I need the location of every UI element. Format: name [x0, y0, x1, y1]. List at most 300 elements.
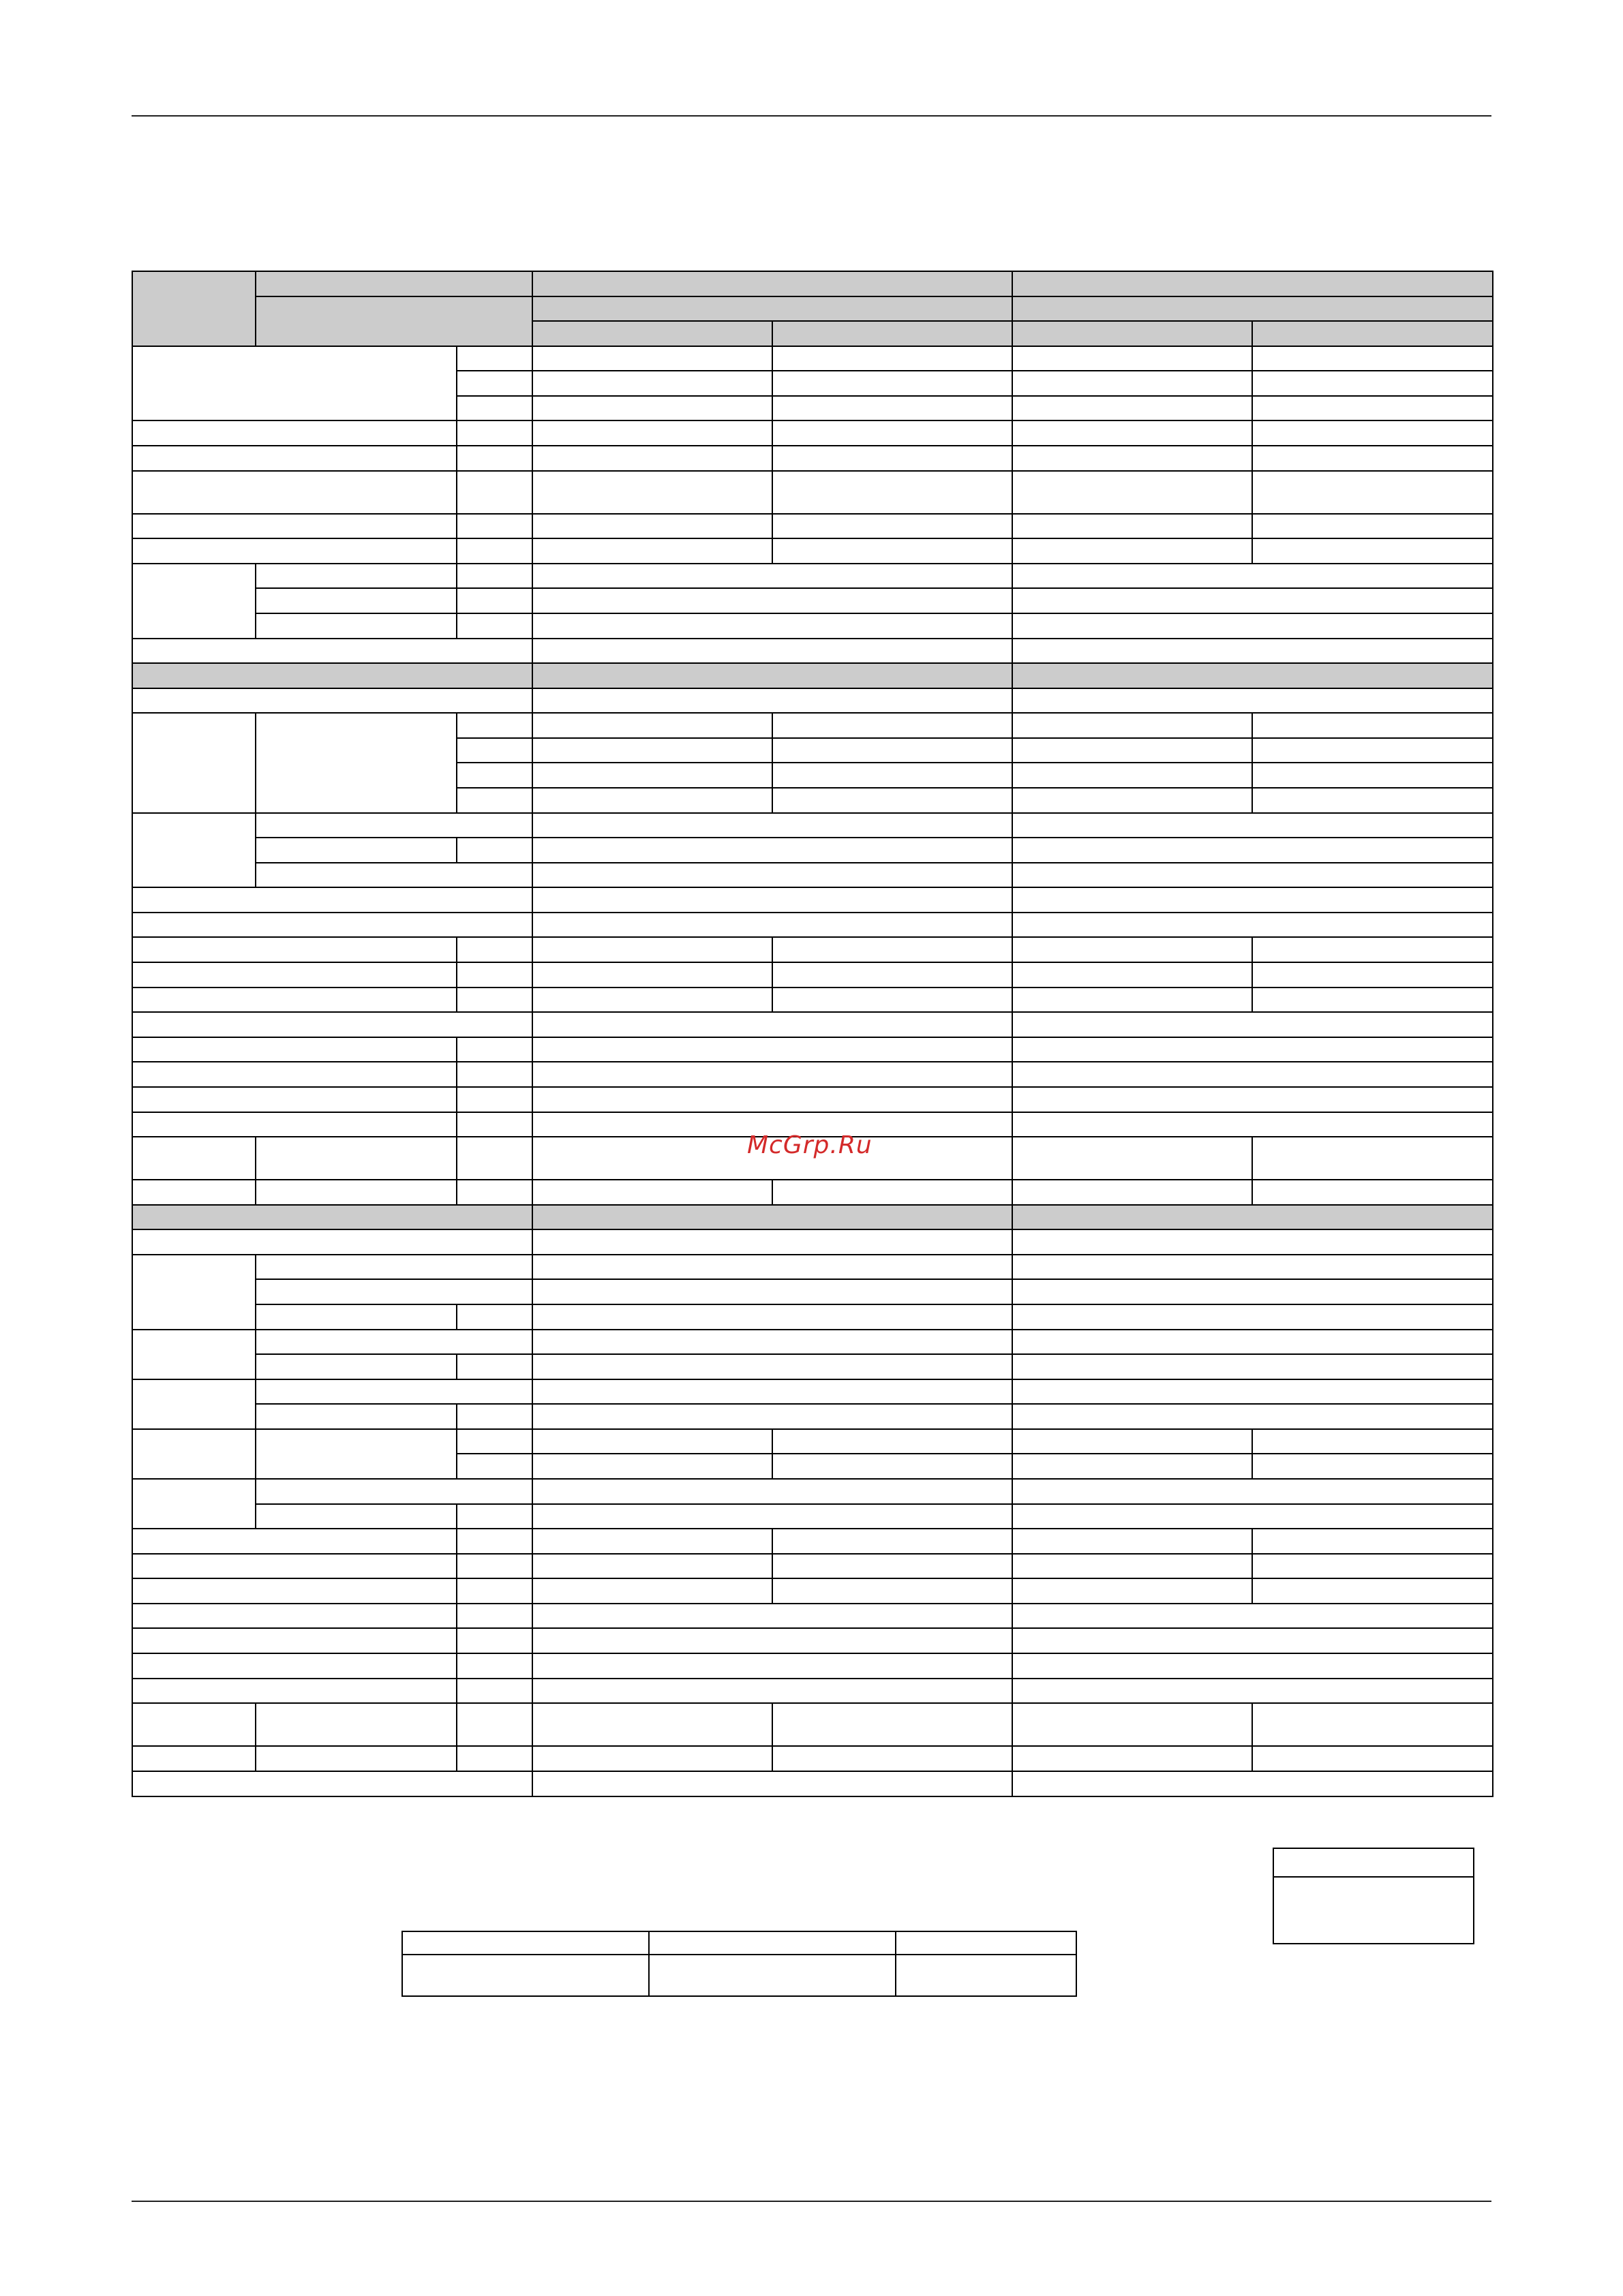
- table-cell: [649, 1955, 896, 1996]
- table-cell: [1012, 346, 1252, 371]
- table-cell: [402, 1955, 649, 1996]
- table-cell: [532, 1529, 772, 1554]
- table-cell: [132, 988, 457, 1013]
- table-cell: [132, 813, 256, 888]
- table-cell: [132, 913, 532, 938]
- table-cell: [1012, 788, 1252, 813]
- table-cell: [532, 1628, 1012, 1653]
- table-cell: [1012, 396, 1252, 421]
- table-row: [132, 1354, 1493, 1379]
- table-cell: [532, 738, 772, 763]
- table-cell: [772, 396, 1012, 421]
- table-cell: [1012, 1330, 1493, 1355]
- table-cell: [256, 863, 532, 888]
- table-cell: [457, 420, 532, 446]
- table-cell: [532, 1255, 1012, 1280]
- table-cell: [1012, 913, 1493, 938]
- table-cell: [457, 937, 532, 962]
- table-cell: [457, 1062, 532, 1087]
- table-cell: [1012, 271, 1493, 296]
- table-cell: [532, 863, 1012, 888]
- table-row: [132, 688, 1493, 714]
- table-cell: [1012, 688, 1493, 714]
- table-row: [132, 1330, 1493, 1355]
- table-cell: [896, 1931, 1076, 1955]
- section-header-cell: [532, 1205, 1012, 1230]
- table-row: [1273, 1877, 1474, 1944]
- table-row: [132, 1554, 1493, 1579]
- table-cell: [256, 1255, 532, 1280]
- table-cell: [132, 446, 457, 471]
- table-cell: [532, 471, 772, 514]
- section-header-cell: [132, 1205, 532, 1230]
- table-cell: [1012, 1454, 1252, 1479]
- table-cell: [132, 1012, 532, 1037]
- table-cell: [132, 271, 256, 346]
- section-header-cell: [1012, 663, 1493, 688]
- table-cell: [532, 1012, 1012, 1037]
- table-row: [132, 913, 1493, 938]
- header-rule: [132, 115, 1491, 117]
- table-cell: [457, 713, 532, 738]
- table-cell: [772, 1454, 1012, 1479]
- table-row: [132, 296, 1493, 322]
- table-row: [132, 446, 1493, 471]
- table-cell: [256, 713, 457, 812]
- table-cell: [457, 371, 532, 396]
- table-cell: [532, 1679, 1012, 1704]
- table-cell: [772, 962, 1012, 988]
- table-row: [132, 1429, 1493, 1454]
- table-cell: [1252, 1529, 1493, 1554]
- table-cell: [1012, 813, 1493, 838]
- table-cell: [1012, 538, 1252, 564]
- table-cell: [132, 688, 532, 714]
- table-cell: [256, 1330, 532, 1355]
- table-row: [132, 1304, 1493, 1330]
- table-cell: [532, 1771, 1012, 1796]
- table-cell: [132, 471, 457, 514]
- table-cell: [1012, 1479, 1493, 1504]
- table-cell: [457, 1304, 532, 1330]
- table-cell: [457, 446, 532, 471]
- table-cell: [772, 471, 1012, 514]
- table-cell: [1252, 346, 1493, 371]
- table-row: [132, 1279, 1493, 1304]
- table-cell: [772, 1429, 1012, 1454]
- table-cell: [896, 1955, 1076, 1996]
- table-cell: [1252, 420, 1493, 446]
- table-cell: [1012, 1304, 1493, 1330]
- table-cell: [532, 1229, 1012, 1255]
- table-cell: [132, 887, 532, 913]
- table-cell: [532, 1479, 1012, 1504]
- table-cell: [256, 1479, 532, 1504]
- table-cell: [457, 514, 532, 539]
- table-cell: [1252, 1703, 1493, 1746]
- table-cell: [1012, 962, 1252, 988]
- table-cell: [532, 538, 772, 564]
- table-cell: [132, 538, 457, 564]
- table-cell: [532, 1087, 1012, 1112]
- table-row: [132, 1012, 1493, 1037]
- table-cell: [457, 1404, 532, 1429]
- section-header-cell: [532, 663, 1012, 688]
- table-row: [132, 639, 1493, 664]
- table-cell: [772, 1746, 1012, 1771]
- table-cell: [1012, 514, 1252, 539]
- table-cell: [256, 1429, 457, 1479]
- table-cell: [1012, 1504, 1493, 1529]
- table-cell: [532, 1504, 1012, 1529]
- table-row: [132, 1628, 1493, 1653]
- table-cell: [1252, 713, 1493, 738]
- table-cell: [1012, 420, 1252, 446]
- table-cell: [132, 1529, 457, 1554]
- table-cell: [457, 1554, 532, 1579]
- legend-table: [401, 1931, 1077, 1997]
- table-cell: [532, 1746, 772, 1771]
- table-cell: [1012, 937, 1252, 962]
- table-cell: [256, 813, 532, 838]
- table-cell: [132, 1746, 256, 1771]
- table-cell: [532, 1037, 1012, 1062]
- watermark-text: McGrp.Ru: [747, 1131, 873, 1159]
- table-cell: [1012, 296, 1493, 322]
- table-cell: [532, 937, 772, 962]
- table-cell: [457, 471, 532, 514]
- table-cell: [1012, 1354, 1493, 1379]
- table-cell: [532, 1379, 1012, 1405]
- table-cell: [132, 1137, 256, 1180]
- table-cell: [457, 763, 532, 788]
- table-row: [132, 1504, 1493, 1529]
- table-cell: [772, 420, 1012, 446]
- table-cell: [1012, 1746, 1252, 1771]
- table-cell: [256, 1404, 457, 1429]
- table-cell: [532, 639, 1012, 664]
- table-cell: [1012, 1554, 1252, 1579]
- section-header-cell: [132, 663, 532, 688]
- table-cell: [772, 763, 1012, 788]
- table-row: [132, 988, 1493, 1013]
- table-row: [132, 1205, 1493, 1230]
- table-cell: [132, 1604, 457, 1629]
- table-row: [1273, 1848, 1474, 1877]
- table-row: [402, 1931, 1076, 1955]
- table-cell: [132, 1330, 256, 1379]
- table-cell: [532, 1454, 772, 1479]
- table-cell: [772, 1529, 1012, 1554]
- table-row: [132, 613, 1493, 639]
- table-cell: [532, 763, 772, 788]
- table-cell: [256, 1746, 457, 1771]
- table-cell: [532, 1330, 1012, 1355]
- table-cell: [1252, 1180, 1493, 1205]
- table-cell: [457, 538, 532, 564]
- table-row: [132, 1037, 1493, 1062]
- table-cell: [1012, 371, 1252, 396]
- table-cell: [1252, 988, 1493, 1013]
- table-cell: [1252, 1454, 1493, 1479]
- table-cell: [772, 713, 1012, 738]
- table-cell: [1012, 1529, 1252, 1554]
- table-cell: [1273, 1848, 1474, 1877]
- table-row: [132, 1604, 1493, 1629]
- table-cell: [532, 564, 1012, 589]
- table-cell: [532, 1279, 1012, 1304]
- table-cell: [532, 688, 1012, 714]
- table-row: [132, 271, 1493, 296]
- table-cell: [532, 1703, 772, 1746]
- table-cell: [1012, 763, 1252, 788]
- table-cell: [256, 1279, 532, 1304]
- table-cell: [457, 613, 532, 639]
- table-cell: [1012, 1578, 1252, 1604]
- table-row: [132, 346, 1493, 371]
- table-cell: [1012, 887, 1493, 913]
- table-cell: [1012, 988, 1252, 1013]
- table-cell: [132, 1703, 256, 1746]
- table-cell: [1012, 1112, 1493, 1137]
- table-cell: [256, 1379, 532, 1405]
- table-cell: [532, 788, 772, 813]
- table-cell: [532, 838, 1012, 863]
- table-cell: [256, 271, 532, 296]
- table-cell: [772, 788, 1012, 813]
- table-cell: [532, 1578, 772, 1604]
- table-cell: [532, 1604, 1012, 1629]
- table-cell: [457, 788, 532, 813]
- table-cell: [132, 1679, 457, 1704]
- table-row: [132, 1578, 1493, 1604]
- table-cell: [132, 1087, 457, 1112]
- table-row: [132, 1653, 1493, 1679]
- table-row: [132, 1087, 1493, 1112]
- table-row: [132, 962, 1493, 988]
- table-cell: [132, 1554, 457, 1579]
- table-cell: [457, 1703, 532, 1746]
- table-cell: [457, 1529, 532, 1554]
- table-cell: [132, 1628, 457, 1653]
- table-cell: [457, 346, 532, 371]
- table-cell: [457, 1429, 532, 1454]
- table-cell: [256, 1354, 457, 1379]
- table-cell: [532, 321, 772, 346]
- table-cell: [132, 962, 457, 988]
- table-row: [132, 1703, 1493, 1746]
- table-cell: [132, 1653, 457, 1679]
- table-cell: [1012, 1771, 1493, 1796]
- table-cell: [132, 1255, 256, 1330]
- footer-rule: [132, 2201, 1491, 2202]
- table-cell: [649, 1931, 896, 1955]
- table-cell: [132, 514, 457, 539]
- table-cell: [256, 1180, 457, 1205]
- table-cell: [772, 446, 1012, 471]
- table-cell: [132, 1180, 256, 1205]
- table-cell: [532, 1404, 1012, 1429]
- table-cell: [457, 1180, 532, 1205]
- table-row: [132, 1771, 1493, 1796]
- spec-table: [132, 271, 1493, 1797]
- table-cell: [1012, 1180, 1252, 1205]
- table-cell: [532, 514, 772, 539]
- section-header-cell: [1012, 1205, 1493, 1230]
- table-cell: [1252, 371, 1493, 396]
- table-row: [132, 420, 1493, 446]
- table-cell: [1012, 639, 1493, 664]
- table-cell: [132, 1429, 256, 1479]
- table-cell: [772, 1578, 1012, 1604]
- table-cell: [772, 1554, 1012, 1579]
- table-cell: [532, 887, 1012, 913]
- table-cell: [1012, 1404, 1493, 1429]
- table-cell: [1252, 738, 1493, 763]
- table-cell: [772, 988, 1012, 1013]
- table-cell: [256, 1304, 457, 1330]
- table-row: [132, 514, 1493, 539]
- table-cell: [256, 564, 457, 589]
- table-cell: [256, 1137, 457, 1180]
- table-cell: [532, 1180, 772, 1205]
- table-cell: [1252, 514, 1493, 539]
- table-cell: [457, 738, 532, 763]
- table-cell: [1012, 1429, 1252, 1454]
- table-cell: [132, 1379, 256, 1429]
- table-cell: [532, 813, 1012, 838]
- table-cell: [1012, 1137, 1252, 1180]
- table-cell: [457, 1578, 532, 1604]
- table-cell: [457, 1112, 532, 1137]
- table-cell: [532, 1554, 772, 1579]
- table-cell: [132, 1112, 457, 1137]
- table-cell: [1252, 471, 1493, 514]
- table-row: [132, 1180, 1493, 1205]
- table-cell: [1012, 1012, 1493, 1037]
- table-cell: [532, 1354, 1012, 1379]
- table-cell: [1012, 446, 1252, 471]
- table-cell: [1012, 1279, 1493, 1304]
- table-cell: [532, 1062, 1012, 1087]
- table-cell: [1012, 1604, 1493, 1629]
- table-cell: [532, 271, 1012, 296]
- table-cell: [772, 514, 1012, 539]
- table-cell: [457, 396, 532, 421]
- table-cell: [772, 538, 1012, 564]
- table-cell: [532, 613, 1012, 639]
- table-row: [132, 1229, 1493, 1255]
- table-cell: [1012, 1037, 1493, 1062]
- table-cell: [1012, 1062, 1493, 1087]
- table-cell: [132, 420, 457, 446]
- table-cell: [1012, 838, 1493, 863]
- table-cell: [1252, 1137, 1493, 1180]
- table-cell: [1252, 446, 1493, 471]
- table-cell: [532, 396, 772, 421]
- table-cell: [1012, 1679, 1493, 1704]
- table-cell: [457, 1679, 532, 1704]
- table-cell: [1012, 321, 1252, 346]
- table-cell: [256, 613, 457, 639]
- table-row: [132, 1479, 1493, 1504]
- table-cell: [1012, 1628, 1493, 1653]
- table-cell: [1252, 538, 1493, 564]
- table-row: [132, 1679, 1493, 1704]
- table-cell: [772, 937, 1012, 962]
- table-cell: [1012, 1229, 1493, 1255]
- table-cell: [457, 1454, 532, 1479]
- table-cell: [256, 1504, 457, 1529]
- table-cell: [457, 1628, 532, 1653]
- note-box: [1273, 1848, 1474, 1944]
- table-cell: [772, 346, 1012, 371]
- table-cell: [532, 296, 1012, 322]
- table-cell: [1252, 1554, 1493, 1579]
- table-cell: [532, 988, 772, 1013]
- table-cell: [1012, 564, 1493, 589]
- table-cell: [457, 1653, 532, 1679]
- table-cell: [1012, 1703, 1252, 1746]
- table-cell: [457, 962, 532, 988]
- table-cell: [772, 1703, 1012, 1746]
- table-row: [132, 937, 1493, 962]
- table-cell: [1252, 1578, 1493, 1604]
- table-cell: [532, 913, 1012, 938]
- table-cell: [532, 1429, 772, 1454]
- table-cell: [132, 713, 256, 812]
- table-cell: [1012, 1255, 1493, 1280]
- table-cell: [532, 962, 772, 988]
- table-row: [132, 1062, 1493, 1087]
- table-cell: [1012, 738, 1252, 763]
- table-cell: [457, 1746, 532, 1771]
- table-cell: [132, 1578, 457, 1604]
- table-cell: [532, 371, 772, 396]
- table-cell: [132, 1479, 256, 1529]
- table-cell: [1012, 471, 1252, 514]
- table-cell: [256, 588, 457, 613]
- table-cell: [457, 1504, 532, 1529]
- table-cell: [532, 420, 772, 446]
- table-cell: [132, 1037, 457, 1062]
- table-cell: [1012, 613, 1493, 639]
- table-cell: [457, 564, 532, 589]
- table-cell: [532, 346, 772, 371]
- table-cell: [1012, 863, 1493, 888]
- table-cell: [532, 588, 1012, 613]
- table-row: [132, 1746, 1493, 1771]
- table-row: [132, 863, 1493, 888]
- table-cell: [772, 371, 1012, 396]
- table-cell: [132, 937, 457, 962]
- table-row: [132, 663, 1493, 688]
- table-cell: [402, 1931, 649, 1955]
- table-cell: [457, 1354, 532, 1379]
- table-cell: [1252, 937, 1493, 962]
- table-cell: [1012, 1653, 1493, 1679]
- table-row: [132, 1255, 1493, 1280]
- table-cell: [1252, 396, 1493, 421]
- table-cell: [256, 838, 457, 863]
- table-cell: [1012, 713, 1252, 738]
- table-row: [132, 471, 1493, 514]
- table-cell: [772, 321, 1012, 346]
- table-cell: [132, 639, 532, 664]
- table-cell: [1252, 763, 1493, 788]
- table-cell: [132, 1062, 457, 1087]
- table-row: [132, 1404, 1493, 1429]
